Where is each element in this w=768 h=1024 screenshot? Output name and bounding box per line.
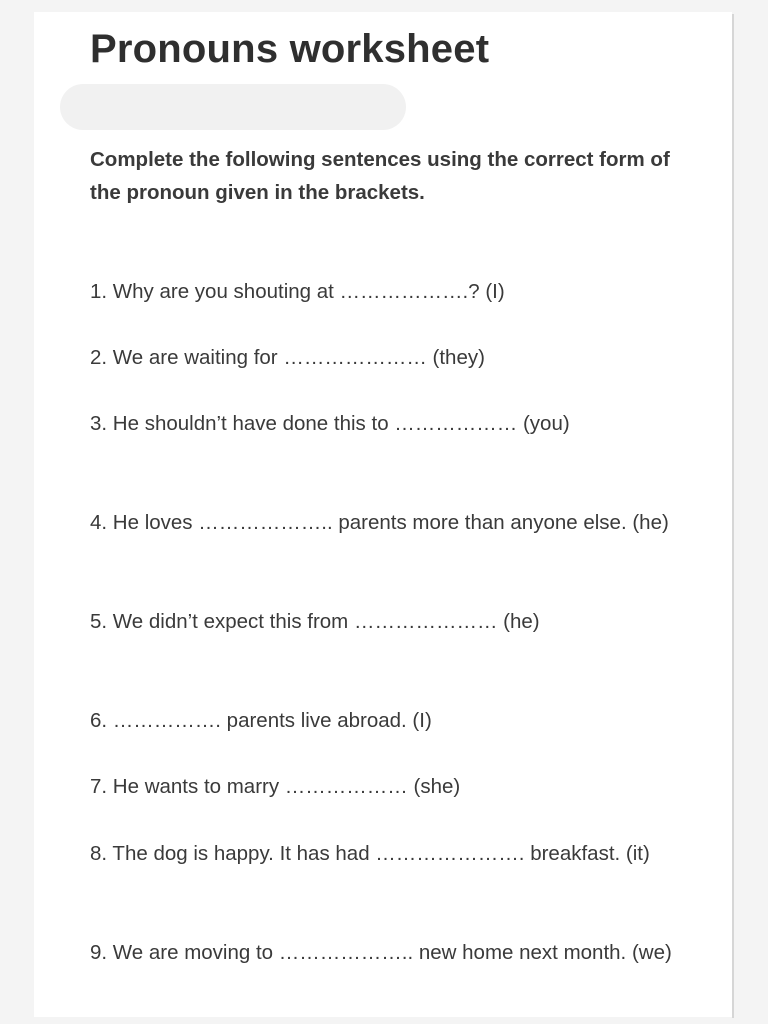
question-5: 5. We didn’t expect this from ………………… (he) — [90, 610, 540, 633]
page-edge-divider — [732, 14, 734, 1018]
page-title: Pronouns worksheet — [90, 27, 490, 71]
question-7: 7. He wants to marry ……………… (she) — [90, 775, 461, 798]
question-6: 6. ……………. parents live abroad. (I) — [90, 709, 432, 732]
redaction-smudge — [60, 84, 406, 130]
question-4: 4. He loves ……………….. parents more than anyone else. (he) — [90, 511, 669, 534]
question-3: 3. He shouldn’t have done this to ……………… (you) — [90, 412, 570, 435]
instructions-text: Complete the following sentences using the correct form of the pronoun given in the brackets. — [90, 148, 670, 204]
question-1: 1. Why are you shouting at ……………….? (I) — [90, 280, 505, 303]
question-2: 2. We are waiting for ………………… (they) — [90, 346, 485, 369]
question-9: 9. We are moving to ……………….. new home next month. (we) — [90, 941, 672, 964]
question-8: 8. The dog is happy. It has had …………………. breakfast. (it) — [90, 842, 650, 865]
